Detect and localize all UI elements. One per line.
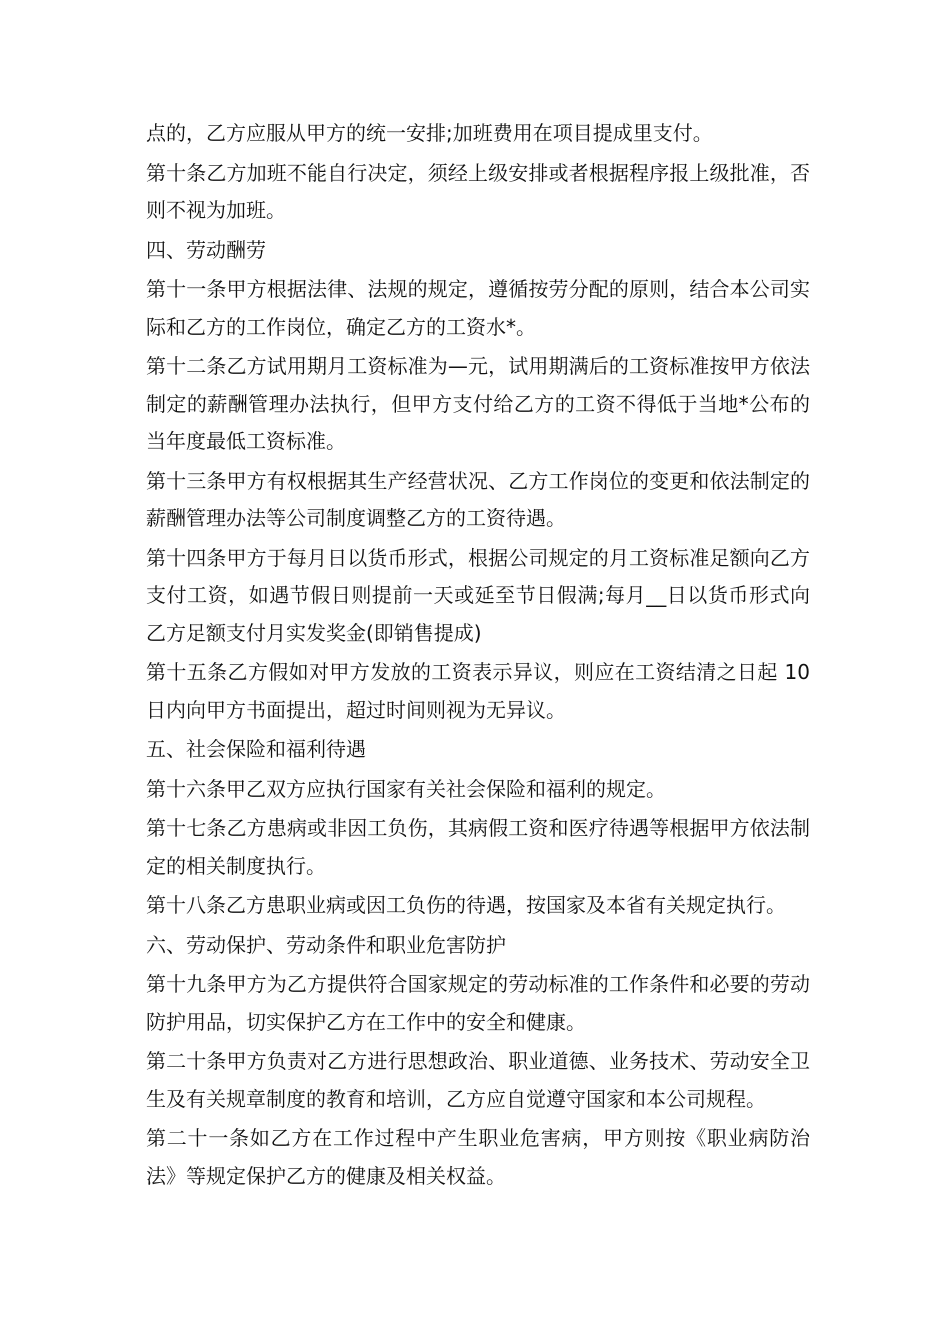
article-14: 第十四条甲方于每月日以货币形式，根据公司规定的月工资标准足额向乙方支付工资，如遇节假日则提前一天或延至节日假满;每月__日以货币形式向乙方足额支付月实发奖金(即销售提成) [146, 545, 810, 645]
article-20: 第二十条甲方负责对乙方进行思想政治、职业道德、业务技术、劳动安全卫生及有关规章制度的教育和培训，乙方应自觉遵守国家和本公司规程。 [146, 1049, 810, 1111]
article-19: 第十九条甲方为乙方提供符合国家规定的劳动标准的工作条件和必要的劳动防护用品，切实保护乙方在工作中的安全和健康。 [146, 972, 810, 1034]
article-10: 第十条乙方加班不能自行决定，须经上级安排或者根据程序报上级批准，否则不视为加班。 [146, 160, 810, 222]
article-11: 第十一条甲方根据法律、法规的规定，遵循按劳分配的原则，结合本公司实际和乙方的工作岗位，确定乙方的工资水*。 [146, 277, 810, 339]
article-18: 第十八条乙方患职业病或因工负伤的待遇，按国家及本省有关规定执行。 [146, 893, 786, 917]
article-15: 第十五条乙方假如对甲方发放的工资表示异议，则应在工资结清之日起 10 日内向甲方书面提出，超过时间则视为无异议。 [146, 660, 810, 722]
document-body [146, 115, 810, 1197]
article-12: 第十二条乙方试用期月工资标准为—元，试用期满后的工资标准按甲方依法制定的薪酬管理办法执行，但甲方支付给乙方的工资不得低于当地*公布的当年度最低工资标准。 [146, 354, 810, 453]
article-16: 第十六条甲乙双方应执行国家有关社会保险和福利的规定。 [146, 776, 666, 801]
article-21: 第二十一条如乙方在工作过程中产生职业危害病，甲方则按《职业病防治法》等规定保护乙方的健康及相关权益。 [146, 1126, 810, 1188]
article-17: 第十七条乙方患病或非因工负伤，其病假工资和医疗待遇等根据甲方依法制定的相关制度执行。 [146, 816, 810, 878]
section-heading-6: 六、劳动保护、劳动条件和职业危害防护 [146, 932, 506, 957]
section-heading-4: 四、劳动酬劳 [146, 237, 266, 262]
article-13: 第十三条甲方有权根据其生产经营状况、乙方工作岗位的变更和依法制定的薪酬管理办法等公司制度调整乙方的工资待遇。 [146, 468, 810, 530]
paragraph-1: 点的，乙方应服从甲方的统一安排;加班费用在项目提成里支付。 [146, 121, 713, 145]
section-heading-5: 五、社会保险和福利待遇 [146, 737, 366, 761]
